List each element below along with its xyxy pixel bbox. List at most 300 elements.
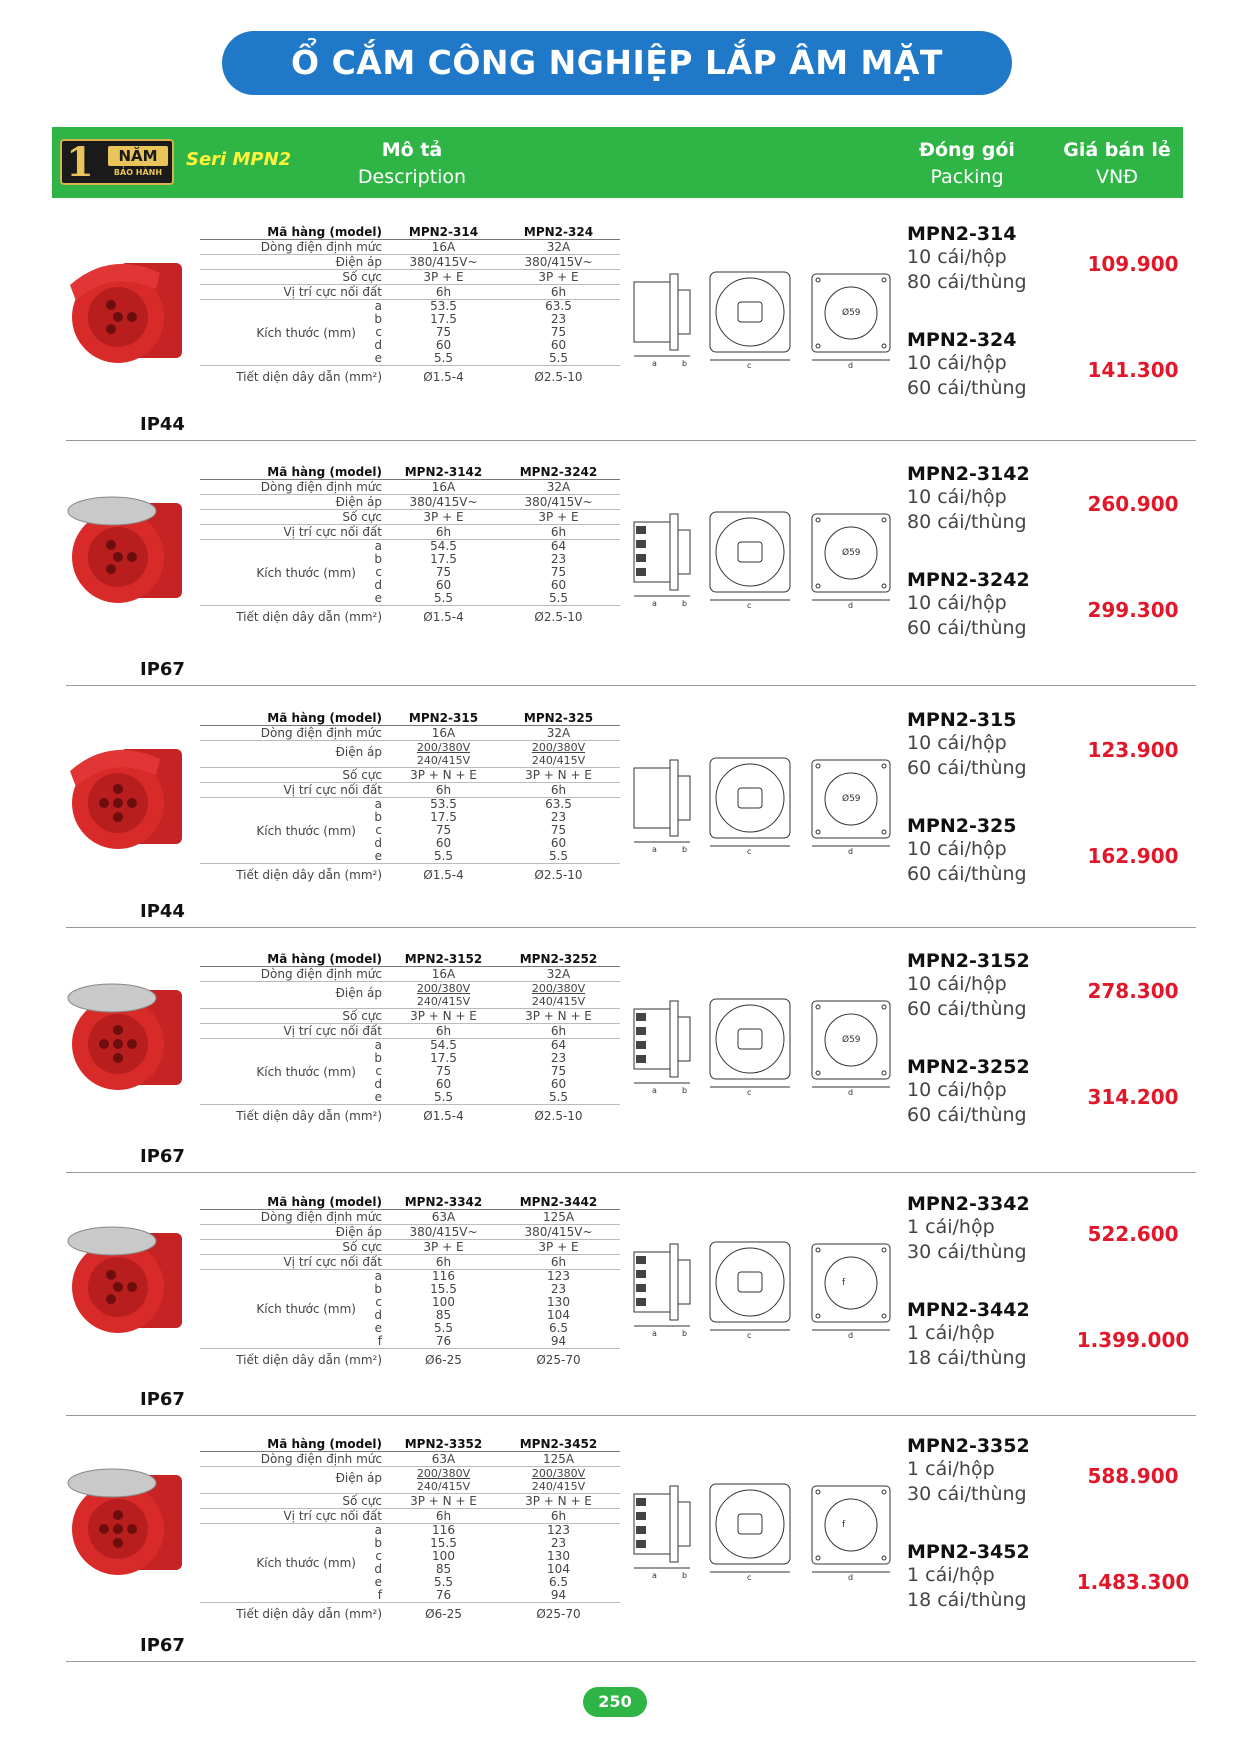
mount-hole bbox=[816, 1071, 820, 1075]
spec-label-model: Mã hàng (model) bbox=[267, 1437, 382, 1451]
spec-dim-value: 100 bbox=[432, 1549, 455, 1563]
spec-row-current bbox=[200, 480, 620, 495]
header-description-vn: Mô tả bbox=[381, 139, 443, 161]
spec-label-dims: Kích thước (mm) bbox=[256, 1302, 356, 1316]
spec-model-2: MPN2-3252 bbox=[519, 952, 598, 966]
section-divider bbox=[66, 685, 1196, 686]
retail-price: 299.300 bbox=[1087, 598, 1179, 622]
spec-label-wire: Tiết diện dây dẫn (mm²) bbox=[236, 1607, 382, 1621]
spec-wire-1: Ø1.5-4 bbox=[423, 610, 464, 624]
spec-current-2: 32A bbox=[546, 967, 571, 981]
spec-voltage-1: 380/415V~ bbox=[409, 255, 478, 269]
dim-label-c: c bbox=[747, 1573, 752, 1582]
packing-per-box: 10 cái/hộp bbox=[907, 486, 1007, 508]
packing-per-box: 10 cái/hộp bbox=[907, 592, 1007, 614]
spec-label-earth: Vị trí cực nối đất bbox=[283, 1255, 382, 1269]
spec-current-1: 63A bbox=[431, 1210, 456, 1224]
spec-earth-1: 6h bbox=[435, 1255, 452, 1269]
spec-label-voltage: Điện áp bbox=[335, 495, 382, 509]
spec-dim-values-1 bbox=[386, 300, 501, 365]
packing-block bbox=[907, 463, 1067, 535]
spec-dim-value: 17.5 bbox=[430, 810, 457, 824]
cutout-circle bbox=[825, 1257, 877, 1309]
cutout-diameter: Ø59 bbox=[842, 548, 861, 558]
spec-voltage-2: 380/415V~ bbox=[524, 1225, 593, 1239]
side-rib bbox=[636, 1498, 646, 1506]
spec-dim-key: f bbox=[377, 1334, 382, 1348]
spec-current-1: 16A bbox=[431, 240, 456, 254]
packing-per-carton: 60 cái/thùng bbox=[907, 757, 1027, 779]
spec-earth-2: 6h bbox=[550, 783, 567, 797]
spec-current-2: 32A bbox=[546, 240, 571, 254]
spec-label-dims: Kích thước (mm) bbox=[256, 823, 356, 838]
spec-label-model: Mã hàng (model) bbox=[267, 465, 382, 479]
mount-hole bbox=[816, 518, 820, 522]
spec-label-current: Dòng điện định mức bbox=[260, 240, 382, 254]
dim-label-d: d bbox=[848, 601, 854, 610]
dim-label-d: d bbox=[848, 1088, 854, 1097]
side-rib bbox=[636, 1041, 646, 1049]
technical-drawing bbox=[632, 746, 902, 856]
spec-dim-key: d bbox=[374, 578, 382, 592]
packing-block bbox=[907, 1541, 1067, 1613]
dim-label-c: c bbox=[747, 601, 752, 610]
front-ring bbox=[716, 518, 784, 586]
spec-dim-value: 6.5 bbox=[548, 1321, 569, 1335]
front-ring bbox=[716, 1005, 784, 1073]
spec-earth-1: 6h bbox=[435, 1509, 452, 1523]
side-rib bbox=[636, 1270, 646, 1278]
side-body bbox=[634, 768, 670, 828]
side-view bbox=[634, 274, 690, 356]
side-back bbox=[678, 1502, 690, 1546]
spec-dim-key: a bbox=[374, 299, 382, 313]
side-rib bbox=[636, 1256, 646, 1264]
side-rib bbox=[636, 1027, 646, 1035]
side-rib bbox=[636, 568, 646, 576]
spec-dim-keys bbox=[360, 1039, 386, 1104]
spec-row-model bbox=[200, 465, 620, 480]
dimension-drawing bbox=[632, 987, 902, 1097]
retail-price: 522.600 bbox=[1087, 1222, 1179, 1246]
packing-block bbox=[907, 950, 1067, 1022]
spec-dim-value: 60 bbox=[550, 1077, 567, 1091]
spec-voltage-2 bbox=[501, 741, 616, 767]
spec-model-2: MPN2-324 bbox=[523, 225, 594, 239]
retail-price: 123.900 bbox=[1087, 738, 1179, 762]
spec-label-model: Mã hàng (model) bbox=[267, 225, 382, 239]
spec-voltage-1: 380/415V~ bbox=[409, 1225, 478, 1239]
side-rib bbox=[636, 1284, 646, 1292]
front-slot bbox=[738, 788, 762, 808]
spec-earth-1: 6h bbox=[435, 783, 452, 797]
spec-dim-value: 130 bbox=[547, 1549, 570, 1563]
spec-dim-key: f bbox=[377, 1588, 382, 1602]
spec-voltage-line-1: 200/380V bbox=[531, 741, 586, 754]
spec-label-poles: Số cực bbox=[342, 270, 382, 284]
front-view bbox=[710, 512, 790, 600]
side-rib bbox=[636, 1512, 646, 1520]
spec-dimensions bbox=[200, 798, 620, 864]
dim-label-c: c bbox=[747, 1088, 752, 1097]
spec-label-current: Dòng điện định mức bbox=[260, 480, 382, 494]
spec-label-earth: Vị trí cực nối đất bbox=[283, 1509, 382, 1523]
spec-label-model: Mã hàng (model) bbox=[267, 711, 382, 725]
socket-drawing bbox=[60, 245, 190, 375]
dim-label-b: b bbox=[682, 1571, 688, 1580]
spec-label-poles: Số cực bbox=[342, 1240, 382, 1254]
spec-dim-value: 5.5 bbox=[548, 849, 569, 863]
mount-hole bbox=[882, 1071, 886, 1075]
spec-dim-value: 23 bbox=[550, 1536, 567, 1550]
cutout-square bbox=[812, 1244, 890, 1322]
retail-price: 260.900 bbox=[1087, 492, 1179, 516]
spec-dimensions bbox=[200, 1270, 620, 1349]
spec-label-earth: Vị trí cực nối đất bbox=[283, 285, 382, 299]
front-plate bbox=[710, 512, 790, 592]
spec-dim-key: e bbox=[374, 351, 382, 365]
spec-dim-key: e bbox=[374, 1321, 382, 1335]
socket-drawing bbox=[60, 1215, 190, 1345]
packing-model: MPN2-3452 bbox=[907, 1541, 1030, 1563]
side-back bbox=[678, 1017, 690, 1061]
spec-model-2: MPN2-3442 bbox=[519, 1195, 598, 1209]
spec-dim-value: 76 bbox=[435, 1588, 452, 1602]
spec-row-earth bbox=[200, 525, 620, 540]
dim-label-a: a bbox=[652, 845, 657, 854]
spec-voltage-line-2: 240/415V bbox=[531, 1480, 586, 1493]
spec-current-1: 16A bbox=[431, 726, 456, 740]
front-ring bbox=[716, 1248, 784, 1316]
packing-model: MPN2-3352 bbox=[907, 1435, 1030, 1457]
socket-cap-ring bbox=[68, 1469, 156, 1497]
ip-rating-label: IP67 bbox=[140, 659, 185, 680]
spec-dim-value: 75 bbox=[550, 325, 567, 339]
mount-hole bbox=[816, 584, 820, 588]
spec-current-1: 16A bbox=[431, 480, 456, 494]
spec-dim-value: 75 bbox=[550, 823, 567, 837]
spec-row-poles bbox=[200, 768, 620, 783]
mount-hole bbox=[882, 1556, 886, 1560]
spec-dim-value: 23 bbox=[550, 552, 567, 566]
socket-drawing bbox=[60, 731, 190, 861]
dimension-drawing bbox=[632, 1472, 902, 1582]
dim-label-b: b bbox=[682, 1086, 688, 1095]
dim-label-d: d bbox=[848, 847, 854, 856]
spec-row-wire bbox=[200, 1105, 620, 1123]
packing-per-carton: 18 cái/thùng bbox=[907, 1347, 1027, 1369]
packing-block bbox=[907, 1435, 1067, 1507]
spec-wire-1: Ø6-25 bbox=[425, 1607, 462, 1621]
mount-hole bbox=[882, 1005, 886, 1009]
spec-dim-value: 123 bbox=[547, 1269, 570, 1283]
spec-dim-value: 5.5 bbox=[433, 1321, 454, 1335]
socket-pin bbox=[99, 798, 109, 808]
spec-wire-1: Ø1.5-4 bbox=[423, 1109, 464, 1123]
socket-image bbox=[60, 245, 190, 375]
spec-poles-2: 3P + E bbox=[538, 270, 579, 284]
mount-hole bbox=[882, 830, 886, 834]
spec-dim-key: c bbox=[375, 1295, 382, 1309]
mount-hole bbox=[816, 278, 820, 282]
spec-model-1: MPN2-3352 bbox=[404, 1437, 483, 1451]
front-plate bbox=[710, 999, 790, 1079]
front-plate bbox=[710, 272, 790, 352]
spec-wire-2: Ø25-70 bbox=[536, 1353, 581, 1367]
spec-label-current: Dòng điện định mức bbox=[260, 1210, 382, 1224]
spec-current-1: 63A bbox=[431, 1452, 456, 1466]
technical-drawing bbox=[632, 260, 902, 370]
socket-pin bbox=[127, 312, 137, 322]
dim-label-a: a bbox=[652, 1571, 657, 1580]
spec-dim-value: 60 bbox=[435, 338, 452, 352]
spec-current-1: 16A bbox=[431, 967, 456, 981]
front-plate bbox=[710, 1242, 790, 1322]
ip-rating-label: IP67 bbox=[140, 1146, 185, 1167]
spec-dim-value: 5.5 bbox=[433, 1090, 454, 1104]
spec-model-2: MPN2-3452 bbox=[519, 1437, 598, 1451]
spec-dimensions bbox=[200, 300, 620, 366]
front-ring bbox=[716, 278, 784, 346]
spec-dim-key: b bbox=[374, 1282, 382, 1296]
side-rib bbox=[636, 554, 646, 562]
spec-wire-2: Ø2.5-10 bbox=[534, 370, 583, 384]
socket-pin bbox=[113, 812, 123, 822]
dimension-drawing bbox=[632, 260, 902, 370]
cutout-view bbox=[812, 1244, 890, 1330]
spec-label-voltage: Điện áp bbox=[335, 986, 382, 1000]
spec-label-wire: Tiết diện dây dẫn (mm²) bbox=[236, 370, 382, 384]
spec-earth-2: 6h bbox=[550, 1255, 567, 1269]
spec-dim-key: d bbox=[374, 1077, 382, 1091]
spec-dim-value: 63.5 bbox=[545, 797, 572, 811]
spec-poles-1: 3P + N + E bbox=[410, 1494, 477, 1508]
spec-label-current: Dòng điện định mức bbox=[260, 726, 382, 740]
side-view bbox=[634, 1486, 690, 1568]
socket-image bbox=[60, 1215, 190, 1345]
spec-voltage-1 bbox=[386, 982, 501, 1008]
cutout-view bbox=[812, 1486, 890, 1572]
spec-current-2: 32A bbox=[546, 726, 571, 740]
side-rib bbox=[636, 1013, 646, 1021]
technical-drawing bbox=[632, 987, 902, 1097]
spec-dim-keys bbox=[360, 1270, 386, 1348]
spec-earth-1: 6h bbox=[435, 285, 452, 299]
spec-voltage-2 bbox=[501, 1467, 616, 1493]
section-divider bbox=[66, 1661, 1196, 1662]
side-rib bbox=[636, 1540, 646, 1548]
spec-label-earth: Vị trí cực nối đất bbox=[283, 525, 382, 539]
packing-per-box: 10 cái/hộp bbox=[907, 732, 1007, 754]
spec-row-poles bbox=[200, 510, 620, 525]
spec-voltage-2: 380/415V~ bbox=[524, 255, 593, 269]
front-slot bbox=[738, 1029, 762, 1049]
spec-dim-value: 60 bbox=[435, 578, 452, 592]
spec-dim-value: 94 bbox=[550, 1588, 567, 1602]
packing-model: MPN2-325 bbox=[907, 815, 1017, 837]
cutout-diameter: Ø59 bbox=[842, 794, 861, 804]
spec-row-voltage bbox=[200, 741, 620, 768]
header-price-vn: Giá bán lẻ bbox=[1063, 139, 1171, 161]
packing-per-box: 1 cái/hộp bbox=[907, 1458, 995, 1480]
spec-voltage-1 bbox=[386, 1467, 501, 1493]
spec-wire-2: Ø25-70 bbox=[536, 1607, 581, 1621]
front-ring bbox=[716, 764, 784, 832]
side-rib bbox=[636, 526, 646, 534]
side-rib bbox=[636, 540, 646, 548]
spec-dim-values-1 bbox=[386, 540, 501, 605]
spec-dim-values-2 bbox=[501, 540, 616, 605]
dimension-drawing bbox=[632, 500, 902, 610]
spec-label-wire: Tiết diện dây dẫn (mm²) bbox=[236, 868, 382, 882]
spec-voltage-line-1: 200/380V bbox=[531, 1467, 586, 1480]
spec-wire-1: Ø1.5-4 bbox=[423, 868, 464, 882]
packing-per-carton: 80 cái/thùng bbox=[907, 511, 1027, 533]
side-rib bbox=[636, 1055, 646, 1063]
socket-pin bbox=[113, 1039, 123, 1049]
spec-current-2: 32A bbox=[546, 480, 571, 494]
spec-dim-key: a bbox=[374, 1038, 382, 1052]
dim-label-b: b bbox=[682, 599, 688, 608]
spec-row-voltage bbox=[200, 495, 620, 510]
spec-voltage-line-2: 240/415V bbox=[416, 995, 471, 1008]
socket-pin bbox=[113, 1053, 123, 1063]
mount-hole bbox=[816, 1490, 820, 1494]
spec-dim-key: a bbox=[374, 1269, 382, 1283]
spec-dim-value: 75 bbox=[550, 1064, 567, 1078]
front-plate bbox=[710, 1484, 790, 1564]
mount-hole bbox=[816, 1314, 820, 1318]
warranty-number: 1 bbox=[66, 139, 94, 186]
packing-block bbox=[907, 709, 1067, 781]
spec-dim-key: b bbox=[374, 1536, 382, 1550]
spec-row-earth bbox=[200, 1509, 620, 1524]
spec-earth-1: 6h bbox=[435, 1024, 452, 1038]
spec-row-wire bbox=[200, 366, 620, 384]
packing-per-carton: 60 cái/thùng bbox=[907, 617, 1027, 639]
packing-per-box: 1 cái/hộp bbox=[907, 1216, 995, 1238]
socket-pin bbox=[127, 1039, 137, 1049]
cutout-square bbox=[812, 1486, 890, 1564]
spec-dim-value: 5.5 bbox=[548, 351, 569, 365]
spec-dim-value: 75 bbox=[435, 823, 452, 837]
spec-voltage-line-2: 240/415V bbox=[531, 995, 586, 1008]
spec-model-1: MPN2-3152 bbox=[404, 952, 483, 966]
dim-label-d: d bbox=[848, 1331, 854, 1340]
socket-pin bbox=[113, 1282, 123, 1292]
socket-pin bbox=[99, 1524, 109, 1534]
spec-dim-key: c bbox=[375, 565, 382, 579]
spec-dim-value: 5.5 bbox=[433, 591, 454, 605]
spec-row-model bbox=[200, 952, 620, 967]
spec-table bbox=[200, 1437, 620, 1621]
spec-label-wire: Tiết diện dây dẫn (mm²) bbox=[236, 1109, 382, 1123]
spec-dim-value: 17.5 bbox=[430, 552, 457, 566]
technical-drawing bbox=[632, 1230, 902, 1340]
section-divider bbox=[66, 1415, 1196, 1416]
front-view bbox=[710, 1484, 790, 1572]
front-view bbox=[710, 758, 790, 846]
spec-dim-value: 5.5 bbox=[433, 1575, 454, 1589]
socket-image bbox=[60, 1457, 190, 1587]
side-flange bbox=[670, 274, 678, 350]
spec-dim-value: 5.5 bbox=[548, 591, 569, 605]
section-divider bbox=[66, 927, 1196, 928]
socket-cap-ring bbox=[68, 1227, 156, 1255]
ip-rating-label: IP44 bbox=[140, 414, 185, 435]
spec-label-dims: Kích thước (mm) bbox=[256, 325, 356, 340]
spec-dim-value: 60 bbox=[435, 1077, 452, 1091]
spec-row-voltage bbox=[200, 982, 620, 1009]
spec-row-wire bbox=[200, 606, 620, 624]
ip-rating-label: IP67 bbox=[140, 1389, 185, 1410]
spec-row-current bbox=[200, 240, 620, 255]
front-view bbox=[710, 999, 790, 1087]
retail-price: 109.900 bbox=[1087, 252, 1179, 276]
front-view bbox=[710, 272, 790, 360]
spec-dim-value: 104 bbox=[547, 1562, 570, 1576]
front-plate bbox=[710, 758, 790, 838]
spec-row-wire bbox=[200, 1603, 620, 1621]
side-rib bbox=[636, 1298, 646, 1306]
spec-dim-key: d bbox=[374, 1308, 382, 1322]
spec-dim-values-2 bbox=[501, 1524, 616, 1602]
packing-model: MPN2-324 bbox=[907, 329, 1017, 351]
header-price-en: VNĐ bbox=[1096, 166, 1138, 188]
section-divider bbox=[66, 1172, 1196, 1173]
spec-label-poles: Số cực bbox=[342, 1009, 382, 1023]
packing-model: MPN2-314 bbox=[907, 223, 1017, 245]
packing-model: MPN2-3442 bbox=[907, 1299, 1030, 1321]
spec-label-dims: Kích thước (mm) bbox=[256, 565, 356, 580]
spec-dim-values-1 bbox=[386, 798, 501, 863]
series-label: Seri MPN2 bbox=[186, 149, 292, 170]
retail-price: 588.900 bbox=[1087, 1464, 1179, 1488]
socket-pin bbox=[113, 798, 123, 808]
spec-poles-1: 3P + E bbox=[423, 1240, 464, 1254]
dimension-drawing bbox=[632, 1230, 902, 1340]
retail-price: 1.483.300 bbox=[1076, 1570, 1190, 1594]
socket-pin bbox=[99, 1039, 109, 1049]
spec-dim-keys bbox=[360, 1524, 386, 1602]
warranty-badge bbox=[60, 139, 174, 185]
dim-label-a: a bbox=[652, 599, 657, 608]
spec-poles-2: 3P + E bbox=[538, 1240, 579, 1254]
spec-dim-values-1 bbox=[386, 1039, 501, 1104]
ip-rating-label: IP67 bbox=[140, 1635, 185, 1656]
spec-label-voltage: Điện áp bbox=[335, 1471, 382, 1485]
spec-dim-value: 53.5 bbox=[430, 299, 457, 313]
spec-label-poles: Số cực bbox=[342, 510, 382, 524]
spec-table bbox=[200, 1195, 620, 1367]
spec-row-current bbox=[200, 967, 620, 982]
header-description-en: Description bbox=[357, 166, 467, 188]
spec-dim-key: e bbox=[374, 1090, 382, 1104]
spec-dim-key: b bbox=[374, 552, 382, 566]
packing-block bbox=[907, 1299, 1067, 1371]
header-packing-vn: Đóng gói bbox=[919, 139, 1015, 161]
cutout-diameter: Ø59 bbox=[842, 308, 861, 318]
side-flange bbox=[670, 514, 678, 590]
spec-dim-value: 54.5 bbox=[430, 539, 457, 553]
packing-block bbox=[907, 569, 1067, 641]
packing-model: MPN2-3142 bbox=[907, 463, 1030, 485]
packing-block bbox=[907, 329, 1067, 401]
spec-dim-value: 5.5 bbox=[433, 351, 454, 365]
packing-per-box: 10 cái/hộp bbox=[907, 246, 1007, 268]
spec-dim-value: 5.5 bbox=[433, 849, 454, 863]
dim-label-c: c bbox=[747, 1331, 752, 1340]
